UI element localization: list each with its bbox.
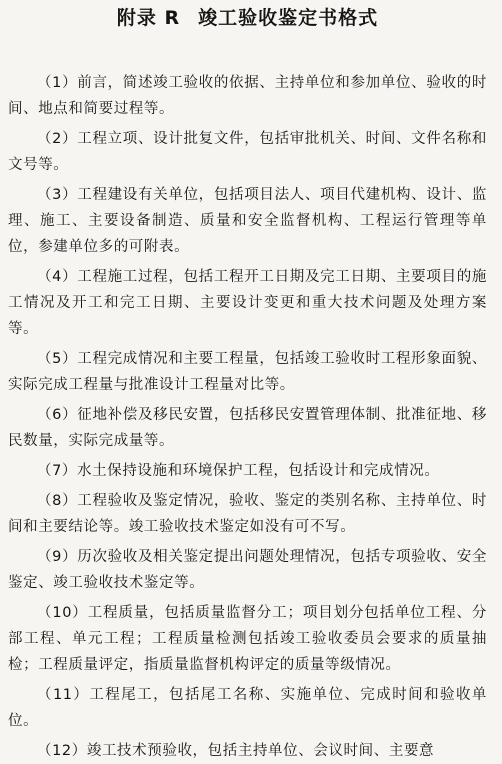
paragraph-4: （4）工程施工过程，包括工程开工日期及完工日期、主要项目的施工情况及开工和完工日期、主要设计变更和重大技术问题及处理方案等。 [8, 269, 487, 337]
appendix-title-text: 竣工验收鉴定书格式 [198, 7, 379, 29]
paragraph-6: （6）征地补偿及移民安置，包括移民安置管理体制、批准征地、移民数量，实际完成量等。 [8, 407, 487, 449]
paragraph-9: （9）历次验收及相关鉴定提出问题处理情况，包括专项验收、安全鉴定、竣工验收技术鉴定等。 [8, 549, 487, 591]
paragraph-1: （1）前言，简述竣工验收的依据、主持单位和参加单位、验收的时间、地点和简要过程等。 [8, 75, 487, 117]
appendix-title [8, 0, 487, 44]
paragraph-3: （3）工程建设有关单位，包括项目法人、项目代建机构、设计、监理、施工、主要设备制造、质量和安全监督机构、工程运行管理等单位，参建单位多的可附表。 [8, 187, 487, 255]
paragraph-10: （10）工程质量，包括质量监督分工；项目划分包括单位工程、分部工程、单元工程；工程质量检测包括竣工验收委员会要求的质量抽检；工程质量评定，指质量监督机构评定的质量等级情况。 [8, 605, 487, 673]
paragraph-7: （7）水土保持设施和环境保护工程，包括设计和完成情况。 [37, 463, 440, 479]
paragraph-8: （8）工程验收及鉴定情况，验收、鉴定的类别名称、主持单位、时间和主要结论等。竣工验收技术鉴定如没有可不写。 [8, 493, 487, 535]
paragraph-2: （2）工程立项、设计批复文件，包括审批机关、时间、文件名称和文号等。 [8, 131, 487, 173]
paragraph-11: （11）工程尾工，包括尾工名称、实施单位、完成时间和验收单位。 [8, 687, 487, 729]
document-body [8, 70, 487, 764]
paragraph-5: （5）工程完成情况和主要工程量，包括竣工验收时工程形象面貌、实际完成工程量与批准设计工程量对比等。 [8, 351, 487, 393]
appendix-label: 附录 R [116, 7, 181, 29]
paragraph-12: （12）竣工技术预验收，包括主持单位、会议时间、主要意 [37, 743, 435, 759]
